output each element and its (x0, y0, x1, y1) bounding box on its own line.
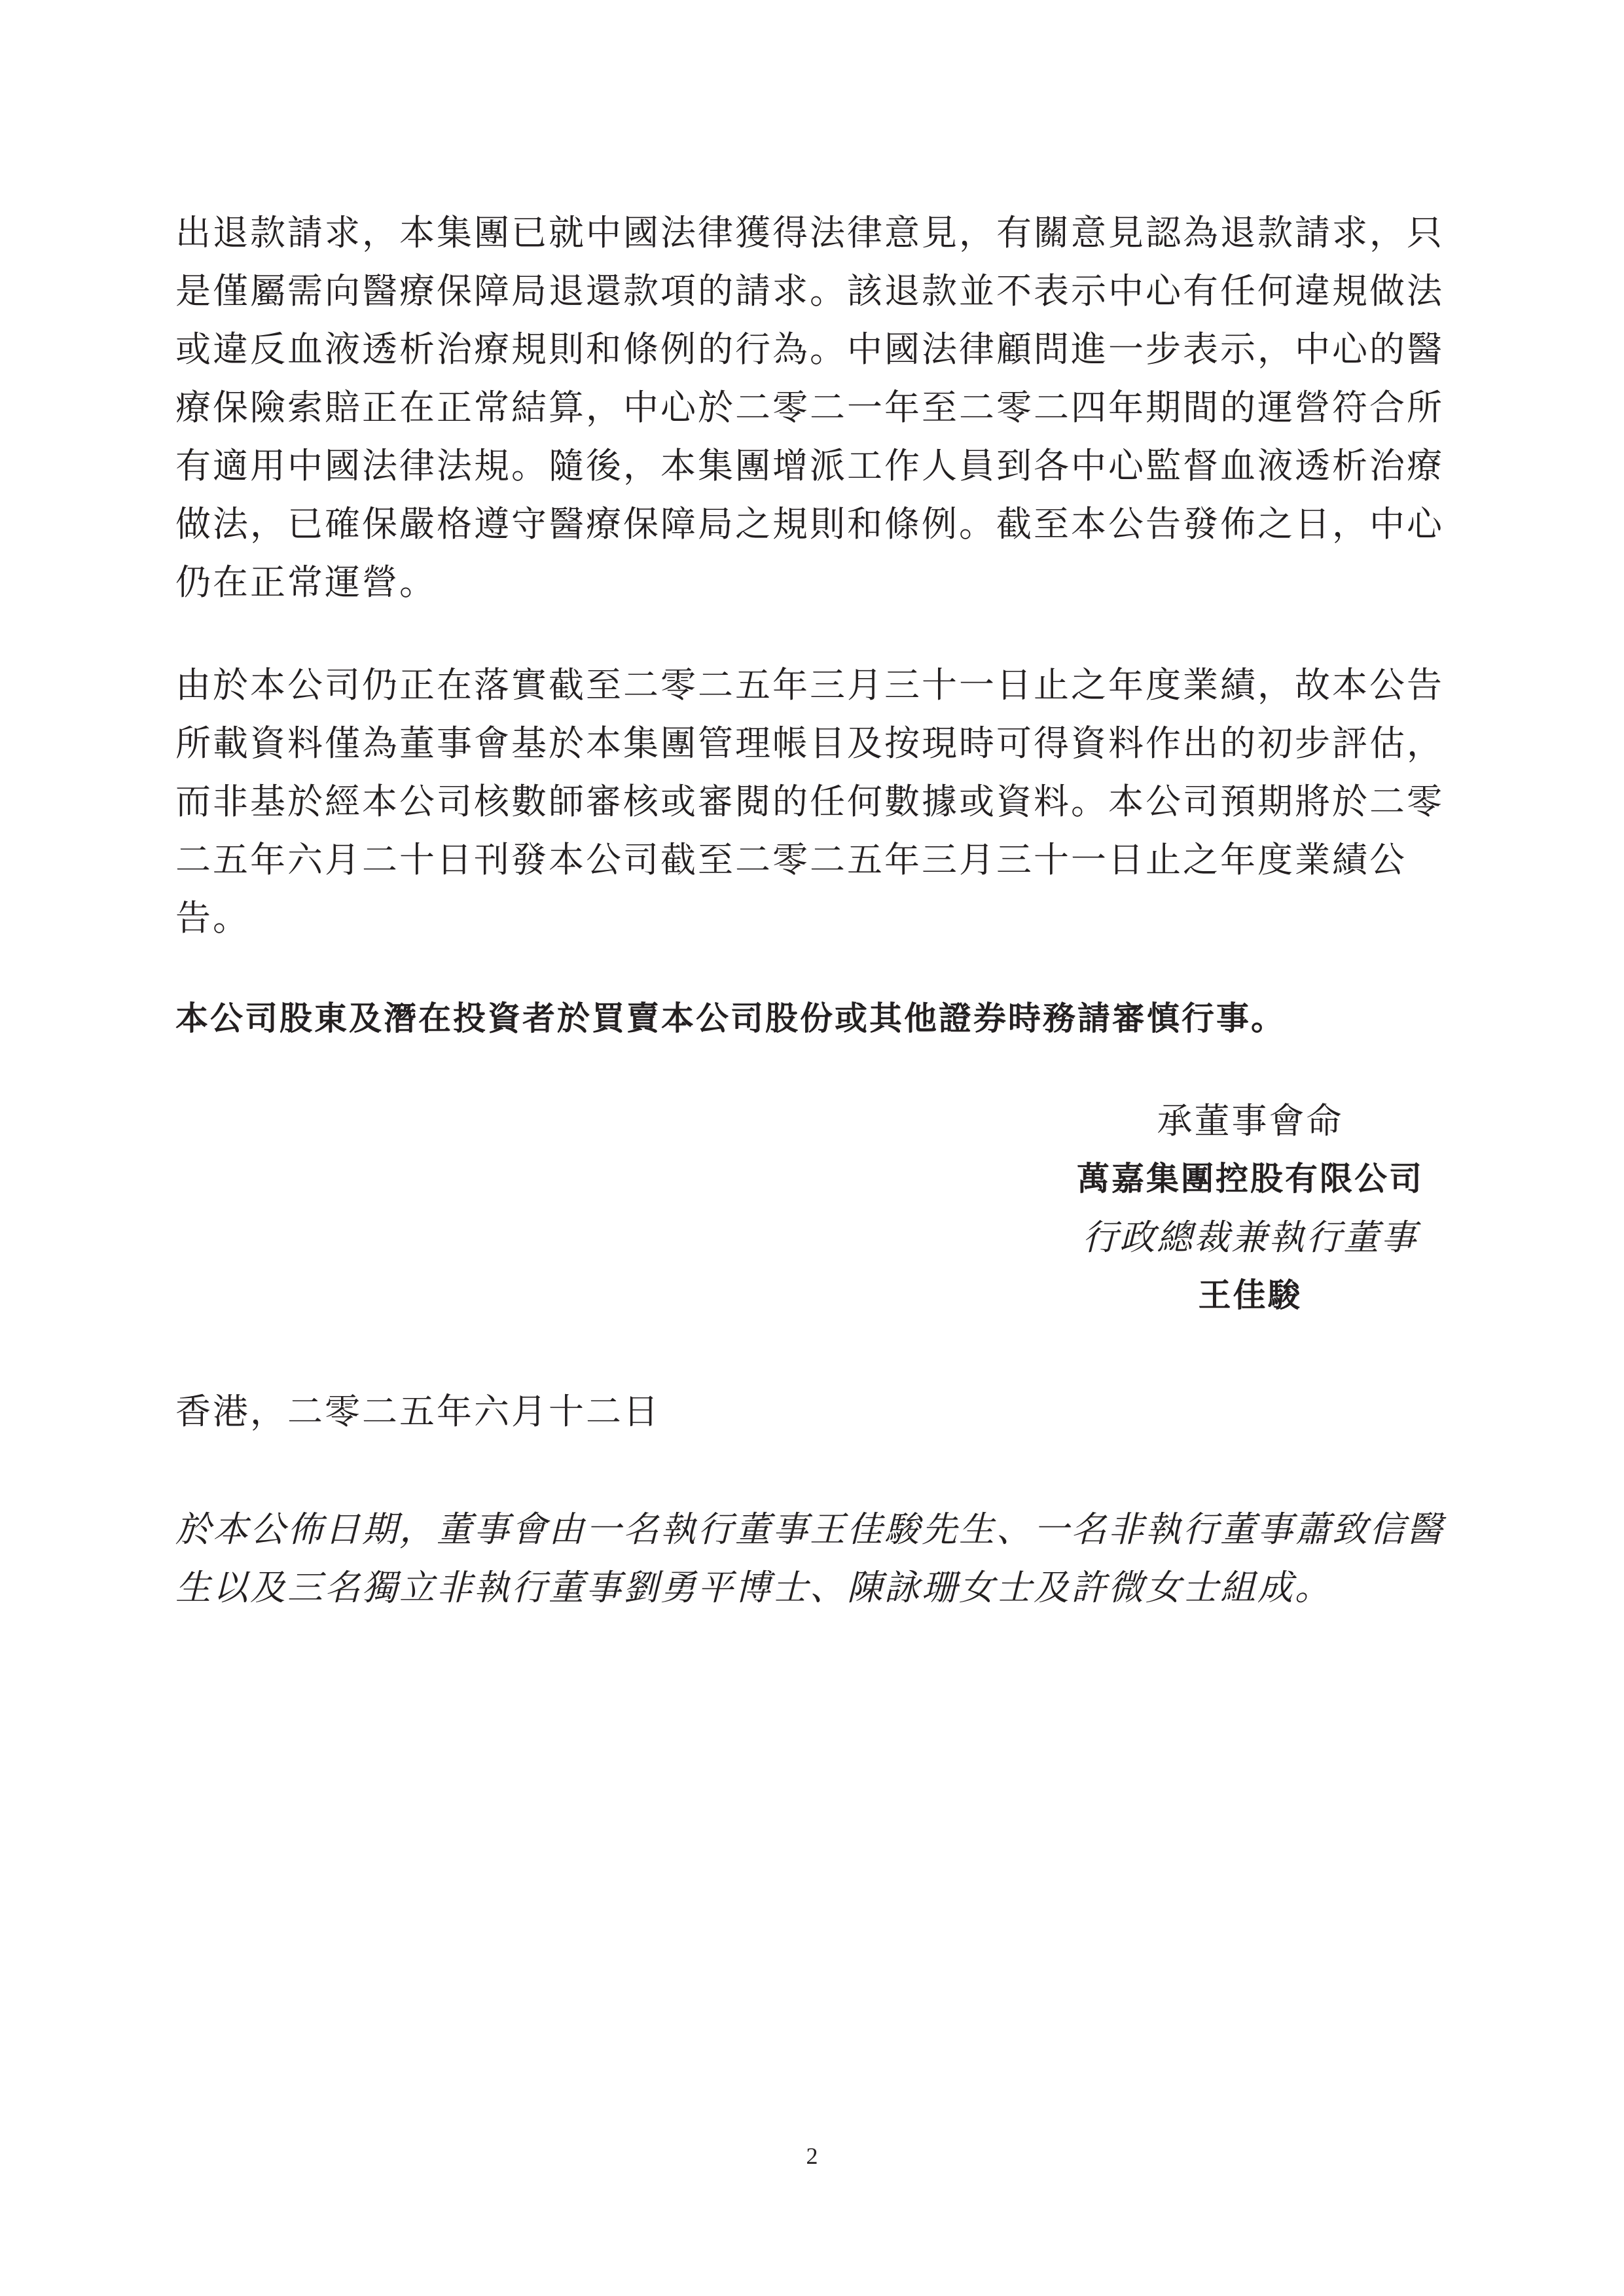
signature-block (969, 1092, 1532, 1325)
signature-name: 王佳駿 (1198, 1276, 1303, 1314)
body-paragraph-refund: 出退款請求，本集團已就中國法律獲得法律意見，有關意見認為退款請求，只是僅屬需向醫療保障局退還款項的請求。該退款並不表示中心有任何違規做法或違反血液透析治療規則和條例的行為。中國法律顧問進一步表示，中心的醫療保險索賠正在正常結算，中心於二零二一年至二零二四年期間的運營符合所有適用中國法律法規。隨後，本集團增派工作人員到各中心監督血液透析治療做法，已確保嚴格遵守醫療保障局之規則和條例。截至本公告發佈之日，中心仍在正常運營。 (175, 212, 1444, 603)
body-paragraph-results: 由於本公司仍正在落實截至二零二五年三月三十一日止之年度業績，故本公告所載資料僅為董事會基於本集團管理帳目及按現時可得資料作出的初步評估，而非基於經本公司核數師審核或審閱的任何數據或資料。本公司預期將於二零二五年六月二十日刊發本公司截至二零二五年三月三十一日止之年度業績公告。 (175, 664, 1444, 939)
signature-company: 萬嘉集團控股有限公司 (1077, 1160, 1424, 1198)
signature-title: 行政總裁兼執行董事 (1082, 1217, 1418, 1258)
page-number: 2 (806, 2143, 818, 2169)
signature-by-order: 承董事會命 (1157, 1100, 1344, 1141)
board-composition-note: 於本公佈日期，董事會由一名執行董事王佳駿先生、一名非執行董事蕭致信醫生以及三名獨立非執行董事劉勇平博士、陳詠珊女士及許微女士組成。 (175, 1509, 1444, 1608)
investor-caution-notice: 本公司股東及潛在投資者於買賣本公司股份或其他證券時務請審慎行事。 (175, 999, 1286, 1037)
place-and-date: 香港，二零二五年六月十二日 (175, 1391, 660, 1432)
